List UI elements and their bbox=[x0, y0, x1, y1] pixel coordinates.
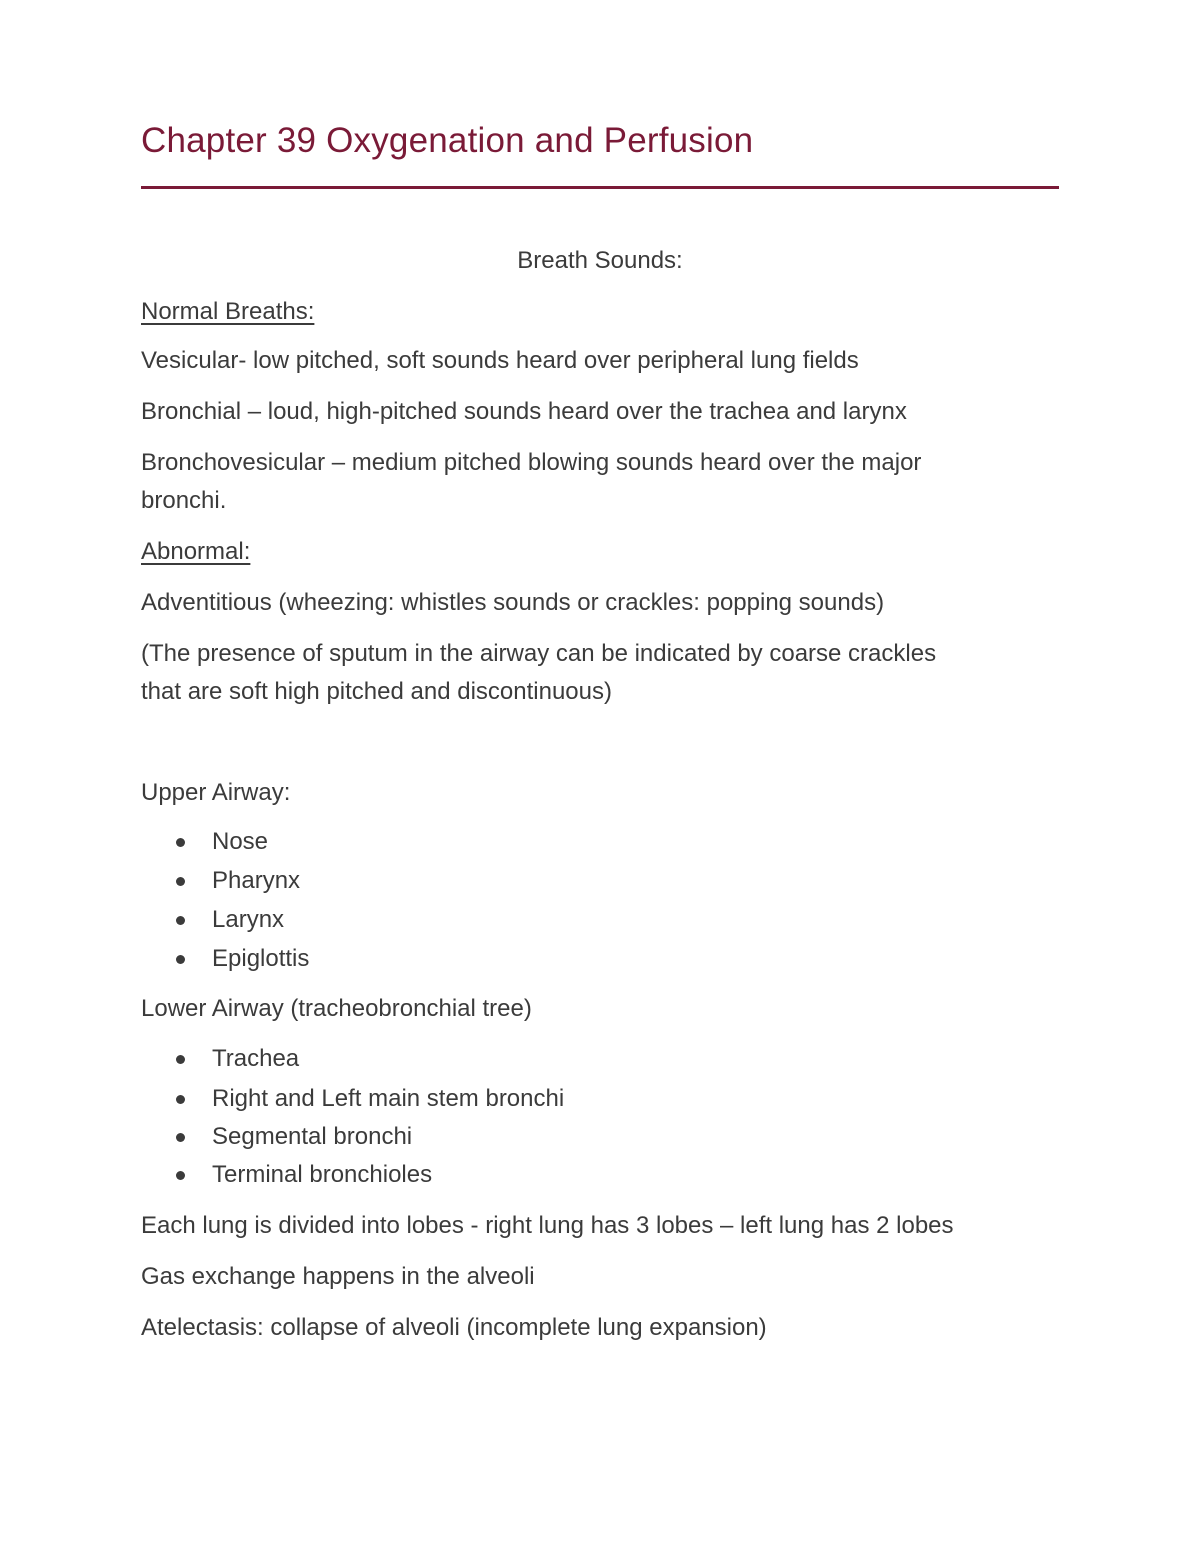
bullet-icon bbox=[176, 1055, 185, 1064]
list-item-text: Pharynx bbox=[212, 867, 301, 894]
paragraph-atelectasis: Atelectasis: collapse of alveoli (incomplete lung expansion) bbox=[141, 1314, 767, 1341]
list-item-text: Trachea bbox=[212, 1045, 300, 1072]
upper-airway-heading: Upper Airway: bbox=[141, 779, 291, 806]
list-item-text: Terminal bronchioles bbox=[212, 1161, 433, 1188]
bullet-icon bbox=[176, 1171, 185, 1180]
paragraph-lobes: Each lung is divided into lobes - right lung has 3 lobes – left lung has 2 lobes bbox=[141, 1212, 954, 1239]
list-item-text: Epiglottis bbox=[212, 945, 310, 972]
list-item-text: Larynx bbox=[212, 906, 285, 933]
abnormal-heading: Abnormal: bbox=[141, 538, 251, 565]
bullet-icon bbox=[176, 877, 185, 886]
title-divider bbox=[141, 186, 1059, 189]
paragraph-sputum-cont: that are soft high pitched and discontinuous) bbox=[141, 678, 612, 705]
bullet-icon bbox=[176, 838, 185, 847]
bullet-icon bbox=[176, 955, 185, 964]
bullet-icon bbox=[176, 1095, 185, 1104]
paragraph-sputum: (The presence of sputum in the airway can be indicated by coarse crackles bbox=[141, 640, 937, 667]
bullet-icon bbox=[176, 1133, 185, 1142]
paragraph-bronchial: Bronchial – loud, high-pitched sounds heard over the trachea and larynx bbox=[141, 398, 907, 425]
paragraph-bronchovesicular: Bronchovesicular – medium pitched blowing sounds heard over the major bbox=[141, 449, 922, 476]
paragraph-adventitious: Adventitious (wheezing: whistles sounds or crackles: popping sounds) bbox=[141, 589, 885, 616]
list-item-text: Nose bbox=[212, 828, 269, 855]
paragraph-bronchovesicular-cont: bronchi. bbox=[141, 487, 227, 514]
paragraph-gas-exchange: Gas exchange happens in the alveoli bbox=[141, 1263, 535, 1290]
lower-airway-heading: Lower Airway (tracheobronchial tree) bbox=[141, 995, 532, 1022]
section-heading: Breath Sounds: bbox=[517, 247, 683, 274]
normal-breaths-heading: Normal Breaths: bbox=[141, 298, 315, 325]
paragraph-vesicular: Vesicular- low pitched, soft sounds heard over peripheral lung fields bbox=[141, 347, 859, 374]
list-item-text: Segmental bronchi bbox=[212, 1123, 413, 1150]
bullet-icon bbox=[176, 916, 185, 925]
list-item-text: Right and Left main stem bronchi bbox=[212, 1085, 565, 1112]
page-title: Chapter 39 Oxygenation and Perfusion bbox=[141, 121, 754, 160]
